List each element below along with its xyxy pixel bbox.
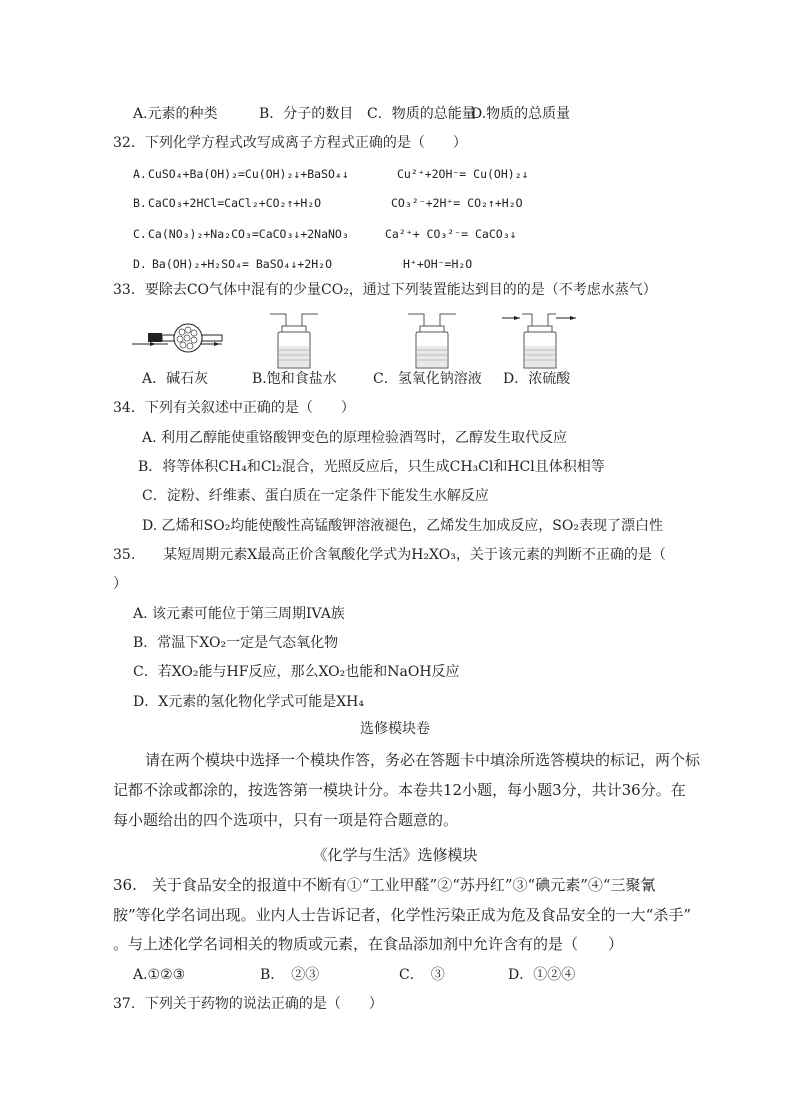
q33-option-a: A．碱石灰: [142, 371, 209, 387]
q32-b-ionic: CO₃²⁻+2H⁺= CO₂↑+H₂O: [391, 196, 523, 210]
section-intro-line2: 记都不涂或都涂的，按选答第一模块计分。本卷共12小题，每小题3分，共计36分。在: [113, 781, 686, 799]
section-intro-line1: 请在两个模块中选择一个模块作答，务必在答题卡中填涂所选答模块的标记，两个标: [145, 751, 701, 769]
q36-option-b: B． ②③: [260, 967, 320, 983]
q31-option-c: C．物质的总能量: [367, 106, 476, 122]
q33-stem: 33．要除去CO气体中混有的少量CO₂，通过下列装置能达到目的的是（不考虑水蒸气）: [113, 282, 657, 298]
q35-option-a: A. 该元素可能位于第三周期IVA族: [133, 606, 345, 622]
q32-stem: 32．下列化学方程式改写成离子方程式正确的是（ ）: [113, 135, 467, 151]
q34-option-c: C．淀粉、纤维素、蛋白质在一定条件下能发生水解反应: [142, 488, 489, 504]
q34-option-d: D. 乙烯和SO₂均能使酸性高锰酸钾溶液褪色，乙烯发生加成反应，SO₂表现了漂白性: [142, 518, 663, 534]
q36-line1: 36. 关于食品安全的报道中不断有①“工业甲醛”②“苏丹红”③“碘元素”④“三聚氰: [113, 876, 656, 894]
q36-option-a: A.①②③: [133, 967, 186, 983]
q32-a-eq: CuSO₄+Ba(OH)₂=Cu(OH)₂↓+BaSO₄↓: [148, 167, 349, 181]
q34-option-b: B．将等体积CH₄和Cl₂混合，光照反应后，只生成CH₃Cl和HCl且体积相等: [138, 459, 605, 475]
q34-option-a: A. 利用乙醇能使重铬酸钾变色的原理检验酒驾时，乙醇发生取代反应: [142, 430, 568, 446]
q36-option-d: D．①②④: [508, 967, 576, 983]
q32-b-eq: CaCO₃+2HCl=CaCl₂+CO₂↑+H₂O: [148, 196, 322, 210]
q36-line2: 胺”等化学名词出现。业内人士告诉记者，化学性污染正成为危及食品安全的一大“杀手”: [113, 906, 692, 924]
q32-b-label: B.: [133, 196, 147, 210]
section-title: 选修模块卷: [360, 721, 430, 737]
q31-option-d: D.物质的总质量: [471, 106, 571, 122]
q36-line3: 。与上述化学名词相关的物质或元素，在食品添加剂中允许含有的是（ ）: [113, 935, 624, 953]
q32-d-ionic: H⁺+OH⁻=H₂O: [403, 257, 473, 271]
q32-a-label: A.: [133, 167, 147, 181]
washing-bottle-c: [402, 310, 462, 372]
q32-d-eq: Ba(OH)₂+H₂SO₄= BaSO₄↓+2H₂O: [152, 257, 333, 271]
q35-option-d: D．X元素的氢化物化学式可能是XH₄: [133, 694, 364, 710]
q32-c-label: C.: [133, 227, 147, 241]
q37-stem: 37．下列关于药物的说法正确的是（ ）: [113, 996, 383, 1012]
q35-option-b: B．常温下XO₂一定是气态氧化物: [133, 635, 339, 651]
washing-bottle-b: [264, 310, 324, 372]
q34-stem: 34．下列有关叙述中正确的是（ ）: [113, 400, 355, 416]
q31-option-a: A.元素的种类: [133, 106, 218, 122]
q32-d-label: D.: [133, 257, 147, 271]
section-intro-line3: 每小题给出的四个选项中，只有一项是符合题意的。: [113, 811, 459, 829]
q32-a-ionic: Cu²⁺+2OH⁻= Cu(OH)₂↓: [397, 167, 529, 181]
q36-option-c: C． ③: [399, 967, 445, 983]
q31-option-b: B．分子的数目: [259, 106, 354, 122]
q32-c-ionic: Ca²⁺+ CO₃²⁻= CaCO₃↓: [385, 227, 517, 241]
q33-option-d: D．浓硫酸: [503, 371, 571, 387]
q35-stem-line2: ）: [113, 576, 127, 592]
q35-option-c: C．若XO₂能与HF反应，那么XO₂也能和NaOH反应: [133, 664, 460, 680]
q33-option-c: C．氢氧化钠溶液: [373, 371, 482, 387]
q32-c-eq: Ca(NO₃)₂+Na₂CO₃=CaCO₃↓+2NaNO₃: [148, 227, 349, 241]
q33-option-b: B.饱和食盐水: [252, 371, 337, 387]
module-title: 《化学与生活》选修模块: [312, 846, 478, 864]
drying-tube-apparatus: [130, 318, 225, 358]
q35-stem-line1: 35. 某短周期元素X最高正价含氧酸化学式为H₂XO₃，关于该元素的判断不正确的是（: [113, 547, 666, 563]
washing-bottle-d: [500, 310, 580, 372]
